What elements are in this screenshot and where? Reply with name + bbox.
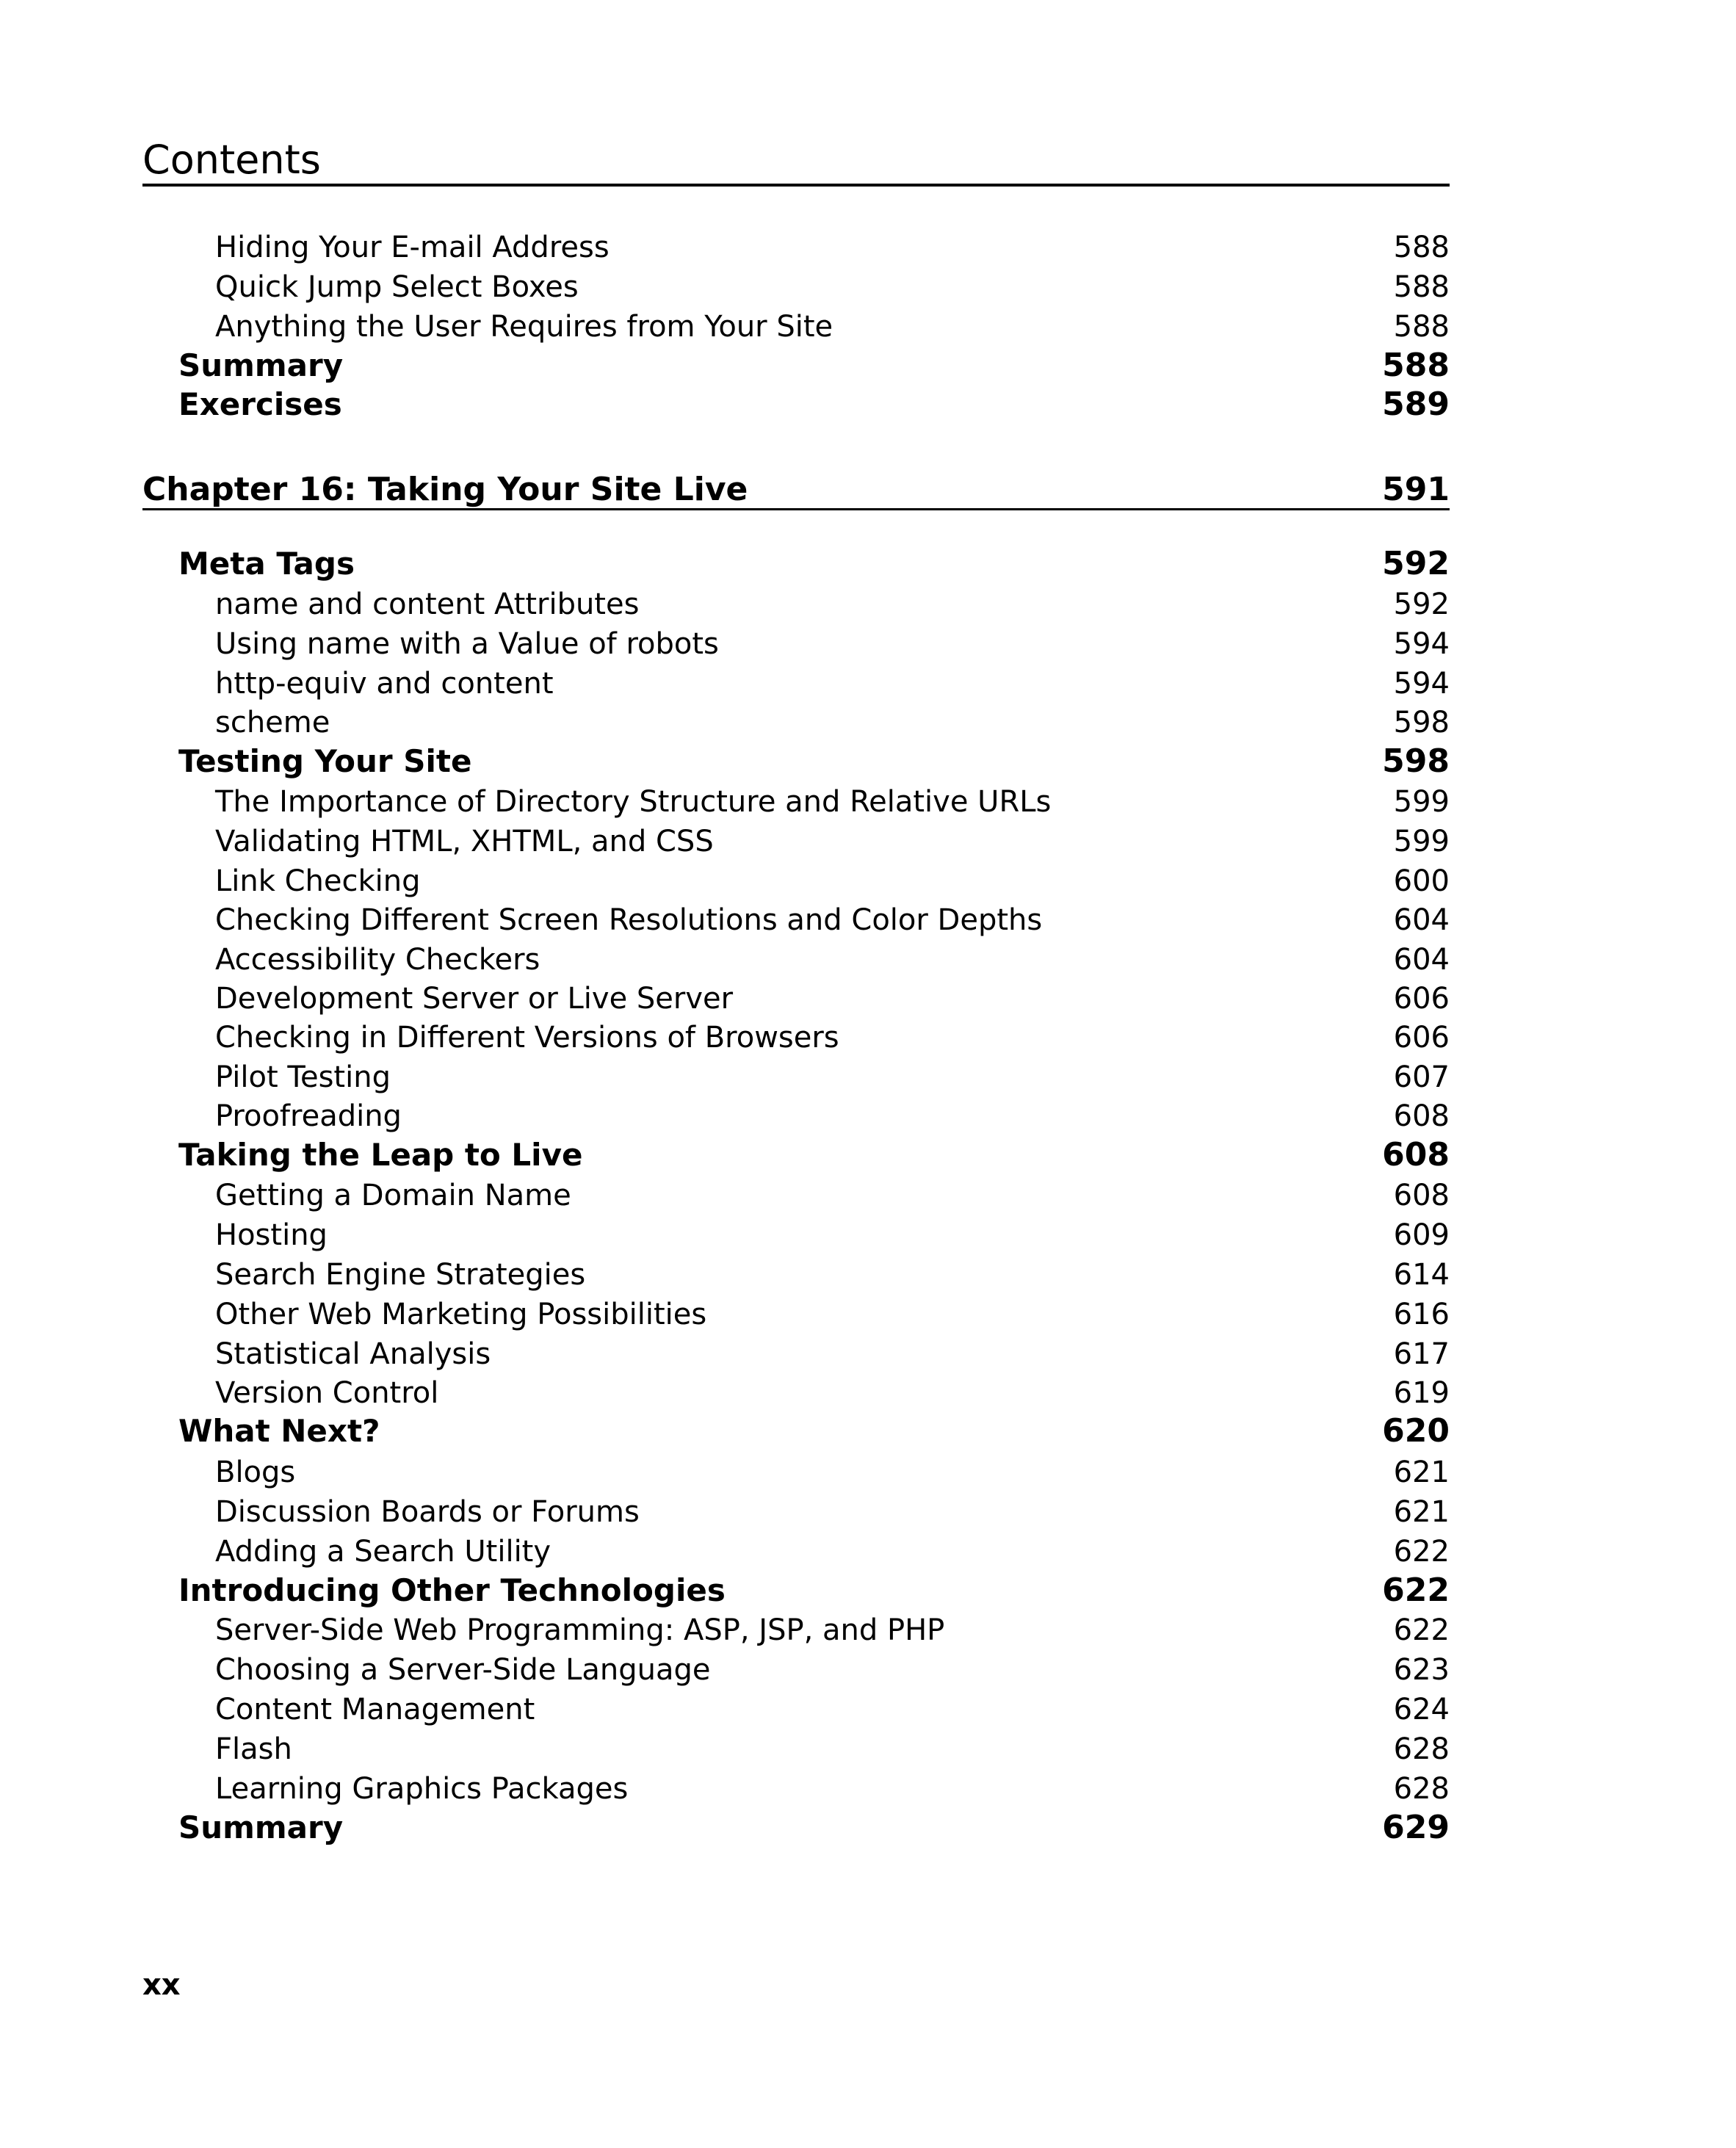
toc-entry[interactable] xyxy=(142,1018,1450,1057)
toc-section[interactable] xyxy=(142,385,1450,424)
toc-entry-title: Pilot Testing xyxy=(215,1060,391,1094)
toc-entry-title: Accessibility Checkers xyxy=(215,943,540,977)
toc-section-title: What Next? xyxy=(178,1413,380,1449)
toc-section[interactable] xyxy=(142,1411,1450,1451)
header-title: Contents xyxy=(142,137,321,183)
toc-section[interactable] xyxy=(142,544,1450,584)
toc-entry-page: 628 xyxy=(1393,1772,1450,1806)
toc-section-page: 592 xyxy=(1382,545,1450,582)
toc-entry-title: Blogs xyxy=(215,1455,296,1489)
toc-entry-title: Learning Graphics Packages xyxy=(215,1772,629,1806)
toc-entry-title: Hosting xyxy=(215,1218,328,1252)
toc-entry[interactable] xyxy=(142,228,1450,267)
toc-entry[interactable] xyxy=(142,664,1450,704)
toc-entry-title: Checking Different Screen Resolutions and Color Depths xyxy=(215,903,1043,937)
toc-entry-title: Version Control xyxy=(215,1376,439,1410)
toc-entry[interactable] xyxy=(142,1096,1450,1136)
toc-section-title: Testing Your Site xyxy=(178,743,472,779)
toc-entry-page: 594 xyxy=(1393,667,1450,701)
toc-entry-title: Other Web Marketing Possibilities xyxy=(215,1298,707,1331)
toc-entry-page: 606 xyxy=(1393,982,1450,1016)
toc-entry-page: 588 xyxy=(1393,270,1450,304)
toc-entry-title: Anything the User Requires from Your Site xyxy=(215,310,833,344)
toc-entry-title: scheme xyxy=(215,706,330,739)
toc-entry[interactable] xyxy=(142,1453,1450,1492)
toc-section-title: Taking the Leap to Live xyxy=(178,1137,583,1173)
toc-entry-page: 609 xyxy=(1393,1218,1450,1252)
table-of-contents xyxy=(142,0,1450,2148)
toc-section[interactable] xyxy=(142,742,1450,781)
toc-entry[interactable] xyxy=(142,822,1450,861)
toc-entry[interactable] xyxy=(142,1215,1450,1255)
toc-chapter-page: 591 xyxy=(1382,471,1450,508)
toc-entry[interactable] xyxy=(142,1057,1450,1097)
toc-section-title: Summary xyxy=(178,347,344,383)
toc-section[interactable] xyxy=(142,1808,1450,1848)
toc-entry-title: Validating HTML, XHTML, and CSS xyxy=(215,825,714,858)
toc-entry-page: 622 xyxy=(1393,1535,1450,1569)
toc-entry[interactable] xyxy=(142,782,1450,822)
toc-entry-page: 619 xyxy=(1393,1376,1450,1410)
toc-entry-page: 621 xyxy=(1393,1495,1450,1529)
toc-chapter-title: Chapter 16: Taking Your Site Live xyxy=(142,471,748,508)
toc-entry[interactable] xyxy=(142,1255,1450,1295)
toc-section-page: 620 xyxy=(1382,1412,1450,1450)
toc-section-title: Summary xyxy=(178,1809,344,1845)
toc-entry-title: Choosing a Server-Side Language xyxy=(215,1653,711,1687)
toc-entry-page: 617 xyxy=(1393,1337,1450,1371)
toc-entry[interactable] xyxy=(142,861,1450,901)
toc-section-page: 622 xyxy=(1382,1572,1450,1609)
toc-entry-title: Link Checking xyxy=(215,864,421,898)
toc-entry-title: name and content Attributes xyxy=(215,587,640,621)
toc-section-title: Meta Tags xyxy=(178,546,355,582)
toc-entry[interactable] xyxy=(142,307,1450,347)
toc-entry-page: 624 xyxy=(1393,1693,1450,1726)
toc-entry[interactable] xyxy=(142,940,1450,980)
toc-section[interactable] xyxy=(142,1571,1450,1610)
toc-section-page: 589 xyxy=(1382,386,1450,423)
toc-section-title: Exercises xyxy=(178,386,342,422)
toc-section-page: 608 xyxy=(1382,1136,1450,1174)
toc-entry-title: Quick Jump Select Boxes xyxy=(215,270,579,304)
toc-entry-page: 598 xyxy=(1393,706,1450,739)
toc-entry-title: Search Engine Strategies xyxy=(215,1258,586,1292)
toc-entry-title: Using name with a Value of robots xyxy=(215,627,719,661)
toc-entry-page: 594 xyxy=(1393,627,1450,661)
toc-entry-title: Getting a Domain Name xyxy=(215,1179,571,1212)
toc-entry[interactable] xyxy=(142,703,1450,742)
toc-entry-page: 588 xyxy=(1393,231,1450,264)
toc-entry-page: 604 xyxy=(1393,903,1450,937)
toc-entry-page: 606 xyxy=(1393,1021,1450,1055)
toc-entry-title: Statistical Analysis xyxy=(215,1337,491,1371)
toc-entry[interactable] xyxy=(142,585,1450,624)
toc-entry-page: 608 xyxy=(1393,1099,1450,1133)
toc-entry-title: Content Management xyxy=(215,1693,535,1726)
toc-section-title: Introducing Other Technologies xyxy=(178,1572,726,1608)
toc-entry[interactable] xyxy=(142,1650,1450,1690)
toc-entry-title: Server-Side Web Programming: ASP, JSP, and PHP xyxy=(215,1613,945,1647)
toc-entry[interactable] xyxy=(142,1729,1450,1769)
toc-entry-title: Development Server or Live Server xyxy=(215,982,734,1016)
toc-entry-title: The Importance of Directory Structure and Relative URLs xyxy=(215,785,1052,819)
toc-entry-page: 600 xyxy=(1393,864,1450,898)
toc-entry[interactable] xyxy=(142,1334,1450,1374)
page-number: xx xyxy=(142,1968,181,2002)
toc-section-page: 629 xyxy=(1382,1809,1450,1846)
toc-section[interactable] xyxy=(142,1135,1450,1175)
toc-entry-page: 608 xyxy=(1393,1179,1450,1212)
toc-entry[interactable] xyxy=(142,1373,1450,1413)
toc-entry-title: http-equiv and content xyxy=(215,667,554,701)
toc-entry[interactable] xyxy=(142,1690,1450,1729)
toc-entry[interactable] xyxy=(142,900,1450,940)
toc-entry-title: Adding a Search Utility xyxy=(215,1535,551,1569)
toc-entry-title: Flash xyxy=(215,1732,292,1766)
toc-entry-page: 599 xyxy=(1393,785,1450,819)
toc-section[interactable] xyxy=(142,346,1450,386)
toc-entry-title: Proofreading xyxy=(215,1099,402,1133)
toc-entry[interactable] xyxy=(142,1532,1450,1572)
toc-entry-title: Checking in Different Versions of Browsers xyxy=(215,1021,839,1055)
toc-entry-page: 616 xyxy=(1393,1298,1450,1331)
toc-entry[interactable] xyxy=(142,1176,1450,1215)
toc-entry-page: 623 xyxy=(1393,1653,1450,1687)
toc-entry-page: 628 xyxy=(1393,1732,1450,1766)
toc-entry-title: Discussion Boards or Forums xyxy=(215,1495,640,1529)
toc-entry-page: 621 xyxy=(1393,1455,1450,1489)
toc-chapter[interactable] xyxy=(142,463,1450,510)
toc-entry-page: 607 xyxy=(1393,1060,1450,1094)
toc-entry[interactable] xyxy=(142,1492,1450,1532)
toc-entry[interactable] xyxy=(142,267,1450,307)
toc-entry-page: 599 xyxy=(1393,825,1450,858)
toc-entry-title: Hiding Your E-mail Address xyxy=(215,231,610,264)
toc-entry[interactable] xyxy=(142,1769,1450,1809)
toc-entry[interactable] xyxy=(142,1610,1450,1650)
toc-entry[interactable] xyxy=(142,1295,1450,1334)
toc-entry-page: 622 xyxy=(1393,1613,1450,1647)
toc-section-page: 598 xyxy=(1382,742,1450,780)
toc-entry-page: 604 xyxy=(1393,943,1450,977)
toc-section-page: 588 xyxy=(1382,347,1450,384)
toc-entry[interactable] xyxy=(142,979,1450,1019)
toc-entry-page: 592 xyxy=(1393,587,1450,621)
toc-entry-page: 588 xyxy=(1393,310,1450,344)
toc-entry-page: 614 xyxy=(1393,1258,1450,1292)
toc-entry[interactable] xyxy=(142,624,1450,664)
